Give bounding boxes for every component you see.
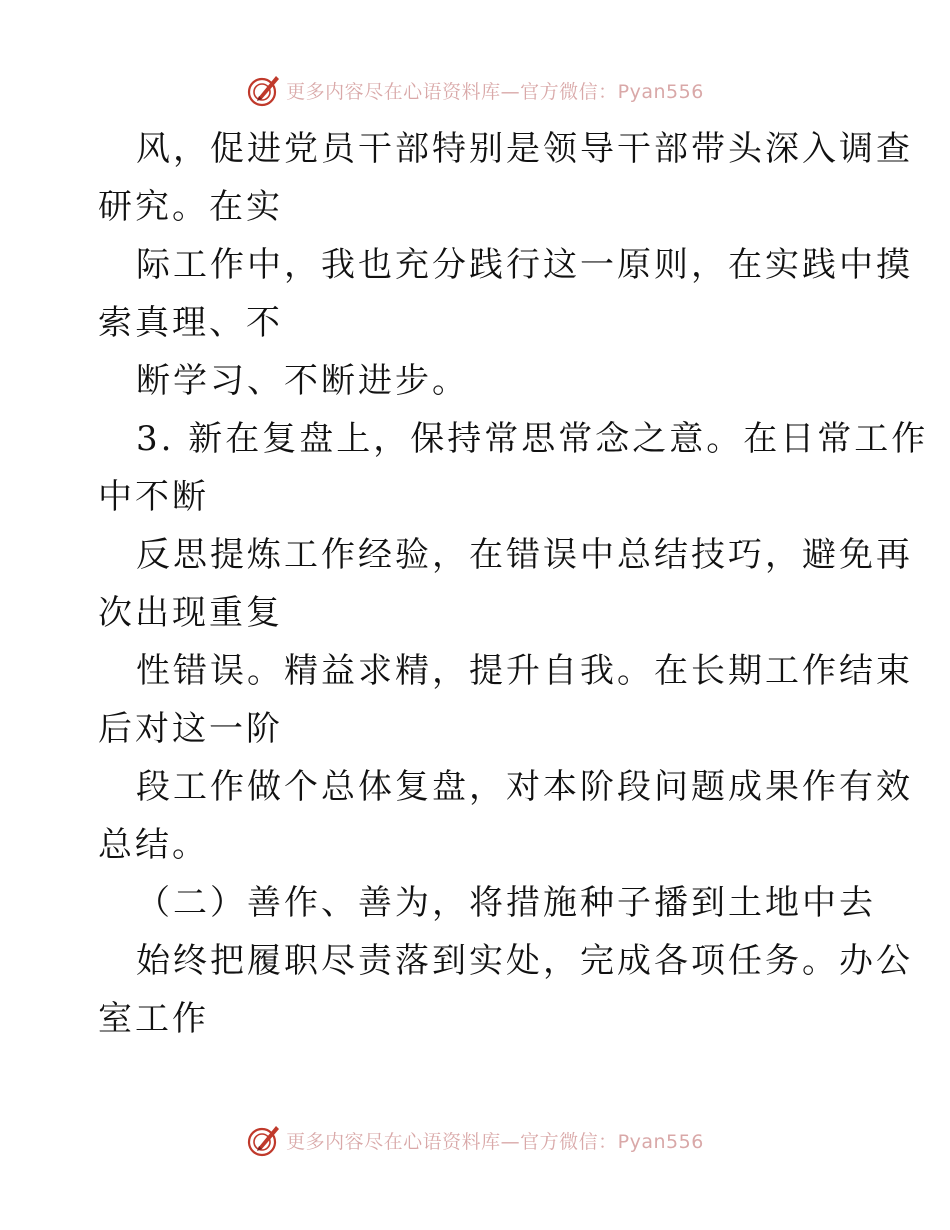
watermark-text: 更多内容尽在心语资料库—官方微信：Pyan556 [286, 1130, 704, 1153]
quill-logo-icon [246, 72, 282, 108]
document-body [98, 120, 929, 1048]
footer-watermark [0, 1120, 950, 1160]
text-line: 始终把履职尽责落到实处，完成各项任务。办公 [136, 941, 913, 981]
text-line: 室工作 [98, 999, 209, 1039]
text-line: 段工作做个总体复盘，对本阶段问题成果作有效 [136, 767, 913, 807]
text-line: 断学习、不断进步。 [136, 361, 469, 401]
section-heading: （二）善作、善为，将措施种子播到土地中去 [136, 883, 876, 923]
text-line: 次出现重复 [98, 593, 283, 633]
text-line: 总结。 [98, 825, 209, 865]
text-line: 性错误。精益求精，提升自我。在长期工作结束 [136, 651, 913, 691]
text-line: 后对这一阶 [98, 709, 283, 749]
text-line: 际工作中，我也充分践行这一原则，在实践中摸 [136, 245, 913, 285]
text-line: 风，促进党员干部特别是领导干部带头深入调查 [136, 129, 913, 169]
text-line: 中不断 [98, 477, 209, 517]
text-line: 反思提炼工作经验，在错误中总结技巧，避免再 [136, 535, 913, 575]
text-line: 3. 新在复盘上，保持常思常念之意。在日常工作 [136, 419, 929, 459]
quill-logo-icon [246, 1122, 282, 1158]
watermark-text: 更多内容尽在心语资料库—官方微信：Pyan556 [286, 80, 704, 103]
header-watermark [0, 70, 950, 110]
text-line: 研究。在实 [98, 187, 283, 227]
text-line: 索真理、不 [98, 303, 283, 343]
